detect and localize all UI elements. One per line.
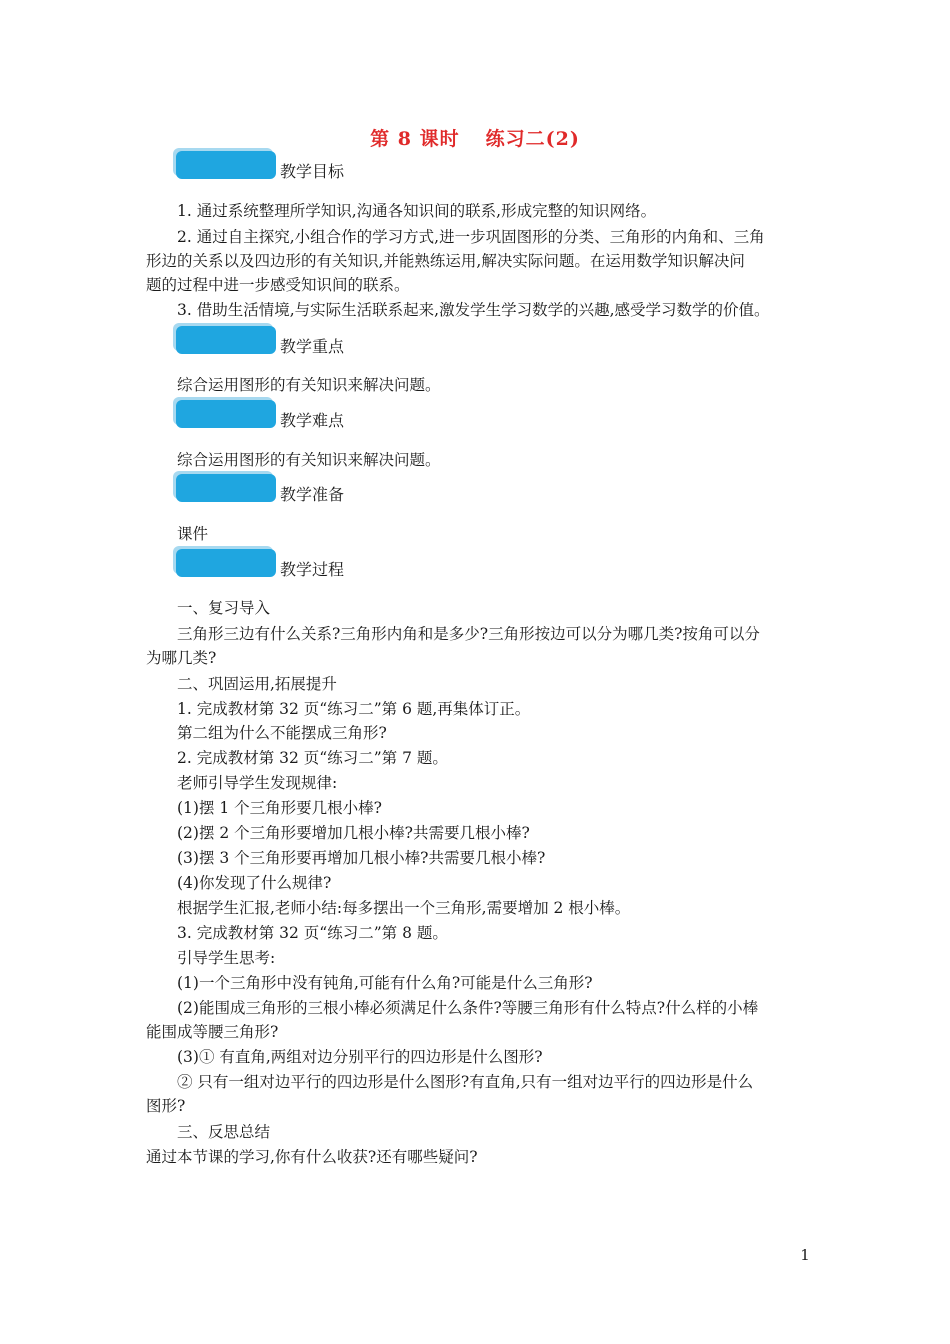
review-line-1: 三角形三边有什么关系?三角形内角和是多少?三角形按边可以分为哪几类?按角可以分 <box>177 625 760 643</box>
objective-2-line-3: 题的过程中进一步感受知识间的联系。 <box>146 276 410 294</box>
title-lesson: 第 8 课时 <box>370 128 460 150</box>
task-3-question-2-line-2: 能围成等腰三角形? <box>146 1023 279 1041</box>
task-2-question-1: (1)摆 1 个三角形要几根小棒? <box>177 799 382 817</box>
heading-practice: 二、巩固运用,拓展提升 <box>177 675 337 693</box>
task-3-question-1: (1)一个三角形中没有钝角,可能有什么角?可能是什么三角形? <box>177 974 593 992</box>
difficulties-text: 综合运用图形的有关知识来解决问题。 <box>177 451 441 469</box>
heading-review: 一、复习导入 <box>177 599 271 617</box>
task-3-question-2-line-1: (2)能围成三角形的三根小棒必须满足什么条件?等腰三角形有什么特点?什么样的小棒 <box>177 999 759 1017</box>
objective-3: 3. 借助生活情境,与实际生活联系起来,激发学生学习数学的兴趣,感受学习数学的价值。 <box>177 301 770 319</box>
page-number: 1 <box>800 1246 810 1264</box>
task-3-question-3b-line-2: 图形? <box>146 1097 186 1115</box>
task-3-question-3a: (3)① 有直角,两组对边分别平行的四边形是什么图形? <box>177 1048 543 1066</box>
reflection-text: 通过本节课的学习,你有什么收获?还有哪些疑问? <box>146 1148 478 1166</box>
heading-reflection: 三、反思总结 <box>177 1123 271 1141</box>
task-2: 2. 完成教材第 32 页“练习二”第 7 题。 <box>177 749 448 767</box>
section-badge <box>176 549 276 577</box>
task-1-question: 第二组为什么不能摆成三角形? <box>177 724 387 742</box>
section-badge <box>176 326 276 354</box>
page-title <box>0 124 950 151</box>
section-label: 教学目标 <box>280 162 345 181</box>
task-3: 3. 完成教材第 32 页“练习二”第 8 题。 <box>177 924 448 942</box>
task-2-intro: 老师引导学生发现规律: <box>177 774 338 792</box>
review-line-2: 为哪几类? <box>146 649 217 667</box>
section-badge <box>176 151 276 179</box>
task-2-summary: 根据学生汇报,老师小结:每多摆出一个三角形,需要增加 2 根小棒。 <box>177 899 631 917</box>
objective-2-line-1: 2. 通过自主探究,小组合作的学习方式,进一步巩固图形的分类、三角形的内角和、三角 <box>177 228 765 246</box>
section-label: 教学准备 <box>280 485 345 504</box>
task-1: 1. 完成教材第 32 页“练习二”第 6 题,再集体订正。 <box>177 700 531 718</box>
section-badge <box>176 400 276 428</box>
task-2-question-4: (4)你发现了什么规律? <box>177 874 332 892</box>
section-badge <box>176 474 276 502</box>
title-exercise: 练习二(2) <box>485 128 580 150</box>
section-label: 教学难点 <box>280 411 345 430</box>
section-label: 教学重点 <box>280 337 345 356</box>
preparation-text: 课件 <box>177 525 209 543</box>
task-2-question-2: (2)摆 2 个三角形要增加几根小棒?共需要几根小棒? <box>177 824 530 842</box>
section-label: 教学过程 <box>280 560 345 579</box>
key-points-text: 综合运用图形的有关知识来解决问题。 <box>177 376 441 394</box>
task-3-question-3b-line-1: ② 只有一组对边平行的四边形是什么图形?有直角,只有一组对边平行的四边形是什么 <box>177 1073 754 1091</box>
task-2-question-3: (3)摆 3 个三角形要再增加几根小棒?共需要几根小棒? <box>177 849 546 867</box>
task-3-intro: 引导学生思考: <box>177 949 276 967</box>
objective-2-line-2: 形边的关系以及四边形的有关知识,并能熟练运用,解决实际问题。在运用数学知识解决问 <box>146 252 745 270</box>
objective-1: 1. 通过系统整理所学知识,沟通各知识间的联系,形成完整的知识网络。 <box>177 202 657 220</box>
